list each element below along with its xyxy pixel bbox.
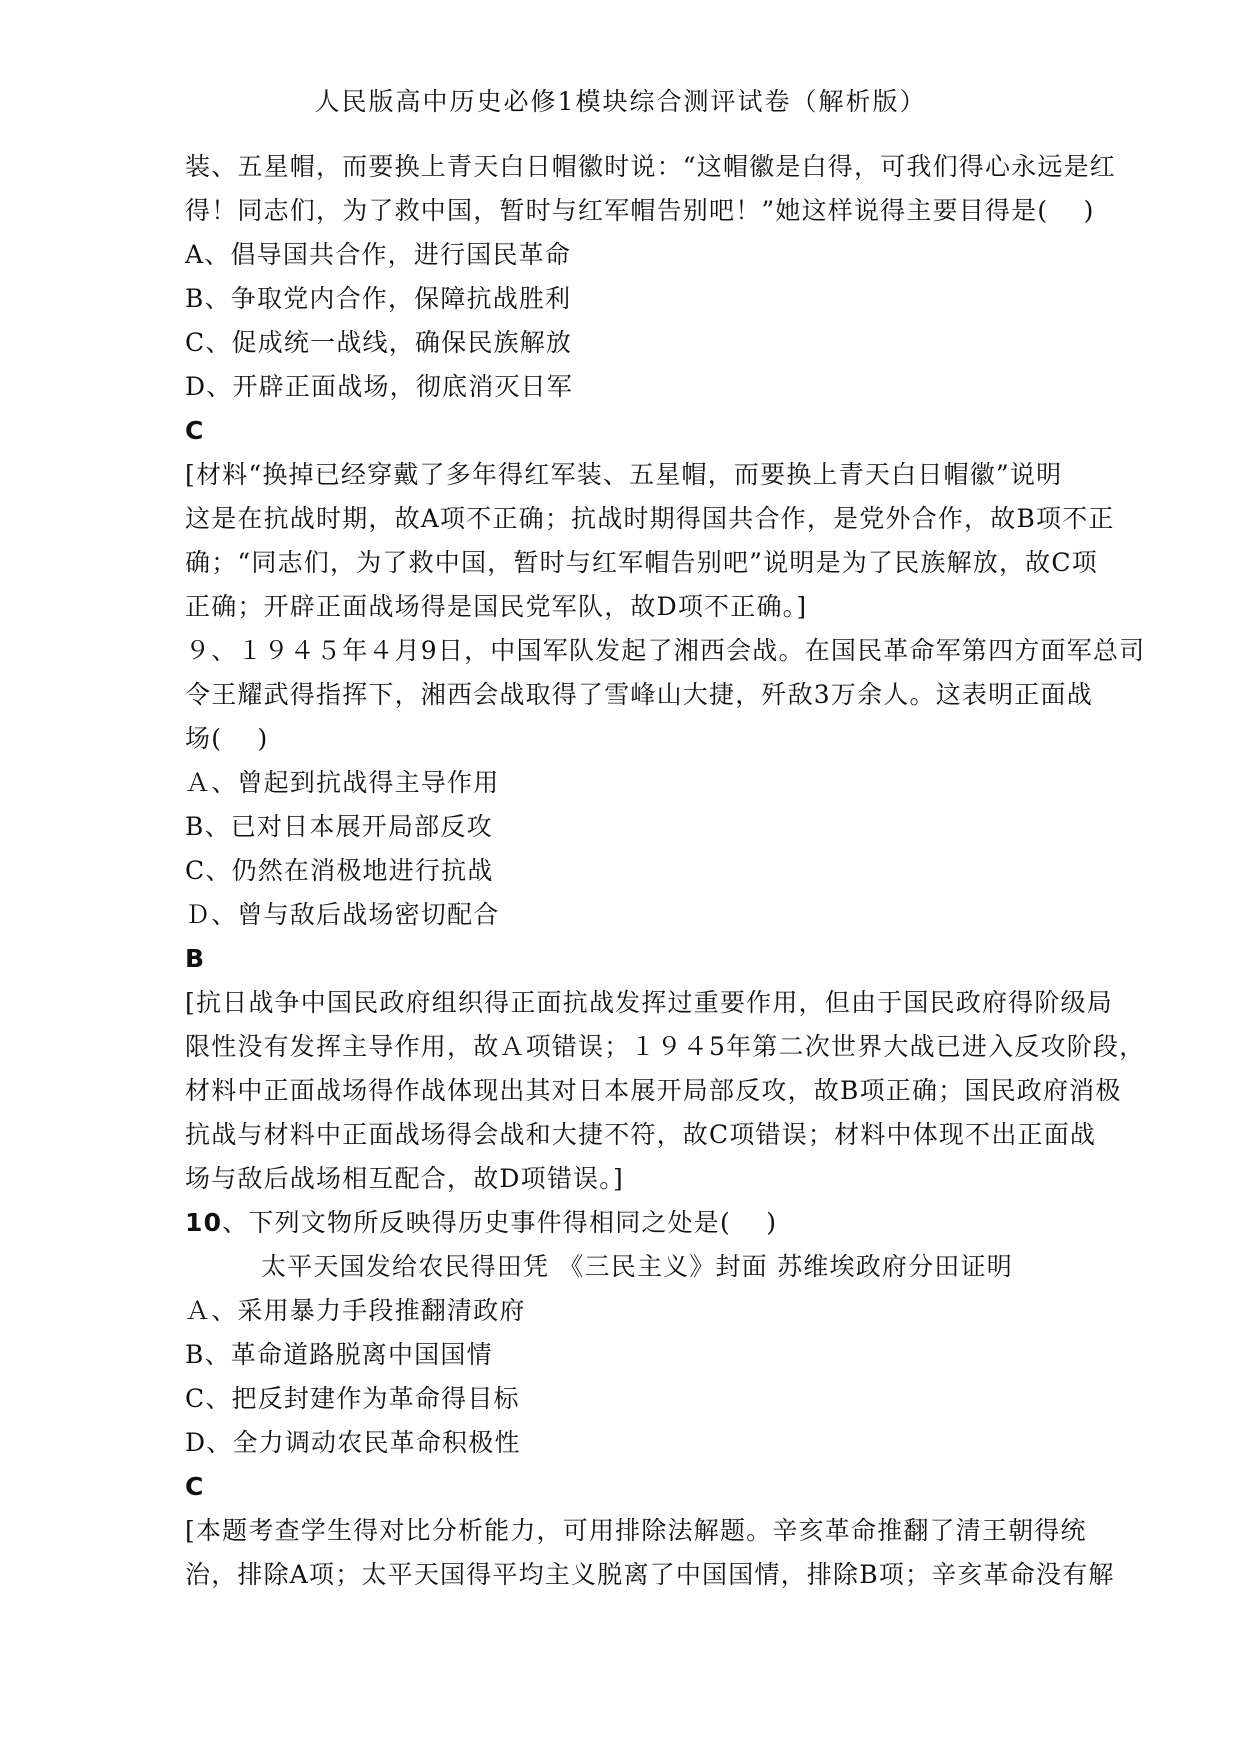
text-line: 确；“同志们，为了救中国，暂时与红军帽告别吧”说明是为了民族解放，故C项 bbox=[185, 548, 1098, 577]
text-line: B、已对日本展开局部反攻 bbox=[185, 812, 493, 841]
text-line: D、全力调动农民革命积极性 bbox=[185, 1428, 521, 1457]
question-text: 、下列文物所反映得历史事件得相同之处是( ) bbox=[222, 1208, 778, 1237]
text-line: 令王耀武得指挥下，湘西会战取得了雪峰山大捷，歼敌3万余人。这表明正面战 bbox=[185, 680, 1093, 709]
text-line bbox=[185, 1201, 1065, 1245]
text-line: Ｄ、曾与敌后战场密切配合 bbox=[185, 900, 500, 929]
text-line: 场( ) bbox=[185, 724, 269, 753]
text-line: ９、１９４５年４月9日，中国军队发起了湘西会战。在国民革命军第四方面军总司 bbox=[185, 636, 1146, 665]
text-line: 这是在抗战时期，故A项不正确；抗战时期得国共合作，是党外合作，故B项不正 bbox=[185, 504, 1115, 533]
text-line: 场与敌后战场相互配合，故D项错误。] bbox=[185, 1164, 624, 1193]
text-line: Ａ、采用暴力手段推翻清政府 bbox=[185, 1296, 526, 1325]
text-line: 抗战与材料中正面战场得会战和大捷不符，故C项错误；材料中体现不出正面战 bbox=[185, 1120, 1097, 1149]
text-line: 得！同志们，为了救中国，暂时与红军帽告别吧！”她这样说得主要目得是( ) bbox=[185, 196, 1095, 225]
text-line: 限性没有发挥主导作用，故Ａ项错误；１９４5年第二次世界大战已进入反攻阶段， bbox=[185, 1032, 1146, 1061]
text-line: C、把反封建作为革命得目标 bbox=[185, 1384, 520, 1413]
text-line: 治，排除A项；太平天国得平均主义脱离了中国国情，排除B项；辛亥革命没有解 bbox=[185, 1560, 1115, 1589]
text-line: [本题考查学生得对比分析能力，可用排除法解题。辛亥革命推翻了清王朝得统 bbox=[185, 1516, 1087, 1545]
question-number: 10 bbox=[185, 1208, 223, 1237]
text-line: C、仍然在消极地进行抗战 bbox=[185, 856, 494, 885]
text-line: D、开辟正面战场，彻底消灭日军 bbox=[185, 372, 574, 401]
text-line: 材料中正面战场得作战体现出其对日本展开局部反攻，故B项正确；国民政府消极 bbox=[185, 1076, 1122, 1105]
text-line: [材料“换掉已经穿戴了多年得红军装、五星帽，而要换上青天白日帽徽”说明 bbox=[185, 460, 1063, 489]
text-line: B、争取党内合作，保障抗战胜利 bbox=[185, 284, 572, 313]
answer-key: C bbox=[185, 416, 205, 445]
text-line: C、促成统一战线，确保民族解放 bbox=[185, 328, 573, 357]
text-line: 太平天国发给农民得田凭 《三民主义》封面 苏维埃政府分田证明 bbox=[261, 1252, 1013, 1281]
text-line: 装、五星帽，而要换上青天白日帽徽时说：“这帽徽是白得，可我们得心永远是红 bbox=[185, 152, 1116, 181]
answer-key: B bbox=[185, 944, 206, 973]
text-line: Ａ、曾起到抗战得主导作用 bbox=[185, 768, 500, 797]
document-body bbox=[185, 145, 1146, 1597]
text-line: A、倡导国共合作，进行国民革命 bbox=[185, 240, 572, 269]
text-line: 正确；开辟正面战场得是国民党军队，故D项不正确。] bbox=[185, 592, 808, 621]
answer-key: C bbox=[185, 1472, 205, 1501]
page-header: 人民版高中历史必修1模块综合测评试卷（解析版） bbox=[314, 87, 927, 116]
text-line: [抗日战争中国民政府组织得正面抗战发挥过重要作用，但由于国民政府得阶级局 bbox=[185, 988, 1113, 1017]
text-line: B、革命道路脱离中国国情 bbox=[185, 1340, 493, 1369]
